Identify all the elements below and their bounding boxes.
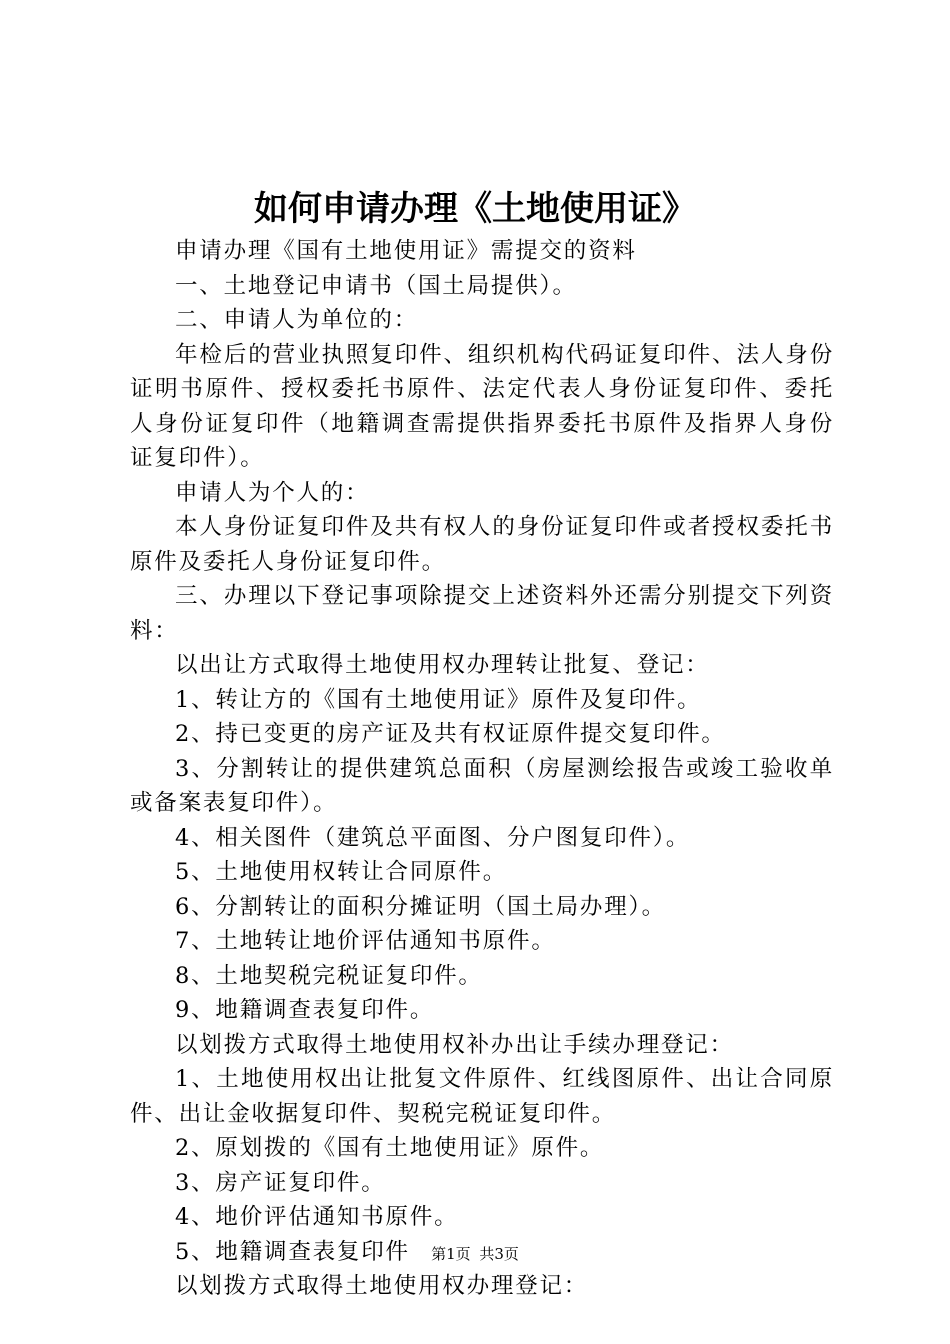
paragraph: 8、土地契税完税证复印件。 (175, 962, 483, 989)
paragraph: 6、分割转让的面积分摊证明（国土局办理）。 (175, 893, 666, 920)
paragraph: 本人身份证复印件及共有权人的身份证复印件或者授权委托书原件及委托人身份证复印件。 (130, 514, 834, 575)
paragraph: 5、土地使用权转让合同原件。 (175, 859, 508, 885)
paragraph: 4、地价评估通知书原件。 (175, 1204, 459, 1230)
page-total: 共3页 (479, 1245, 519, 1263)
paragraph: 申请人为个人的： (175, 479, 370, 506)
paragraph: 9、地籍调查表复印件。 (175, 997, 435, 1023)
paragraph: 以出让方式取得土地使用权办理转让批复、登记： (175, 652, 710, 678)
paragraph: 2、原划拨的《国有土地使用证》原件。 (175, 1135, 605, 1161)
document-title: 如何申请办理《土地使用证》 (254, 189, 696, 229)
paragraph: 5、地籍调查表复印件 (175, 1238, 410, 1265)
paragraph: 4、相关图件（建筑总平面图、分户图复印件）。 (175, 824, 691, 851)
paragraph: 一、土地登记申请书（国土局提供）。 (175, 272, 577, 299)
paragraph: 3、分割转让的提供建筑总面积（房屋测绘报告或竣工验收单或备案表复印件）。 (130, 755, 834, 816)
paragraph: 以划拨方式取得土地使用权办理登记： (175, 1273, 589, 1299)
paragraph: 2、持已变更的房产证及共有权证原件提交复印件。 (175, 721, 726, 747)
paragraph: 申请办理《国有土地使用证》需提交的资料 (175, 238, 637, 264)
paragraph: 3、房产证复印件。 (175, 1169, 386, 1196)
paragraph: 二、申请人为单位的： (175, 307, 419, 333)
page-footer (0, 1243, 950, 1265)
paragraph: 年检后的营业执照复印件、组织机构代码证复印件、法人身份证明书原件、授权委托书原件、法定代表人身份证复印件、委托人身份证复印件（地籍调查需提供指界委托书原件及指界人身份证复印件）。 (130, 341, 834, 471)
paragraph: 三、办理以下登记事项除提交上述资料外还需分别提交下列资料： (130, 583, 834, 644)
paragraph: 以划拨方式取得土地使用权补办出让手续办理登记： (175, 1031, 734, 1058)
paragraph: 1、土地使用权出让批复文件原件、红线图原件、出让合同原件、出让金收据复印件、契税完税证复印件。 (130, 1066, 834, 1127)
page-number: 第1页 (431, 1245, 471, 1263)
paragraph: 7、土地转让地价评估通知书原件。 (175, 928, 556, 954)
paragraph: 1、转让方的《国有土地使用证》原件及复印件。 (175, 686, 702, 713)
document-body (130, 234, 834, 1304)
